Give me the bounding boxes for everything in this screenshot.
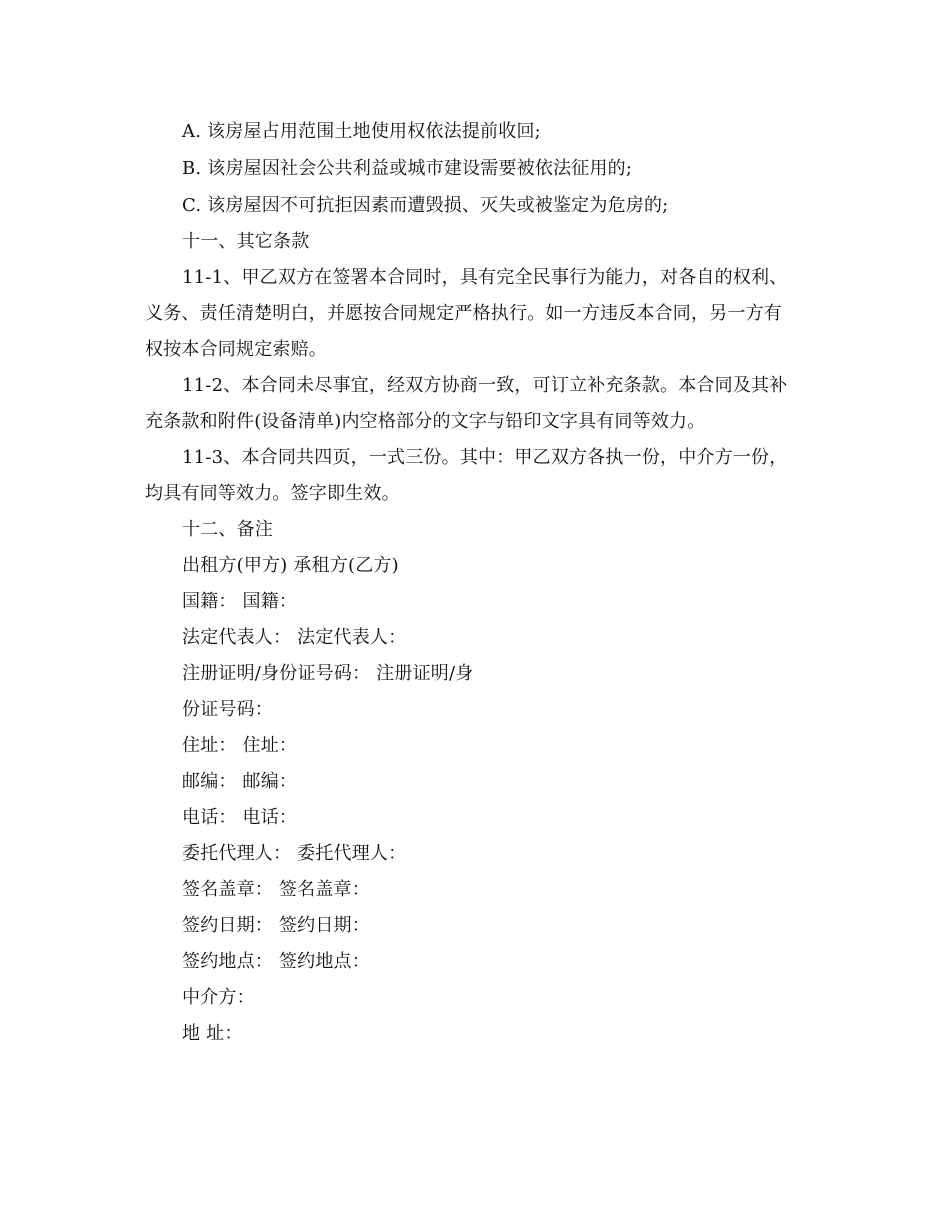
clause-11-3-line-1: 11-3、本合同共四页，一式三份。其中：甲乙双方各执一份，中介方一份， xyxy=(182,447,788,468)
section-11-title: 十一、其它条款 xyxy=(182,231,310,252)
id-number-line-2: 份证号码： xyxy=(182,699,273,720)
address-line: 住址： 住址： xyxy=(182,735,298,756)
clause-c: C. 该房屋因不可抗拒因素而遭毁损、灭失或被鉴定为危房的; xyxy=(182,195,669,216)
agent-line: 委托代理人： 委托代理人： xyxy=(182,843,407,864)
date-line: 签约日期： 签约日期： xyxy=(182,915,370,936)
clause-11-2-line-2: 充条款和附件(设备清单)内空格部分的文字与铅印文字具有同等效力。 xyxy=(145,411,706,432)
nationality-line: 国籍： 国籍： xyxy=(182,591,298,612)
clause-b: B. 该房屋因社会公共利益或城市建设需要被依法征用的; xyxy=(182,158,633,179)
clause-11-1-line-3: 权按本合同规定索赔。 xyxy=(145,339,327,360)
seal-line: 签名盖章： 签名盖章： xyxy=(182,879,370,900)
intermediary-address-line: 地 址： xyxy=(182,1023,243,1044)
phone-line: 电话： 电话： xyxy=(182,807,298,828)
id-number-line-1: 注册证明/身份证号码： 注册证明/身 xyxy=(182,663,474,684)
clause-11-3-line-2: 均具有同等效力。签字即生效。 xyxy=(145,483,400,504)
clause-11-1-line-2: 义务、责任清楚明白，并愿按合同规定严格执行。如一方违反本合同，另一方有 xyxy=(145,303,782,324)
parties-line: 出租方(甲方) 承租方(乙方) xyxy=(182,555,399,576)
clause-a: A. 该房屋占用范围土地使用权依法提前收回; xyxy=(182,121,541,142)
clause-11-2-line-1: 11-2、本合同未尽事宜，经双方协商一致，可订立补充条款。本合同及其补 xyxy=(182,375,788,396)
intermediary-line: 中介方： xyxy=(182,987,255,1008)
postcode-line: 邮编： 邮编： xyxy=(182,771,298,792)
clause-11-1-line-1: 11-1、甲乙双方在签署本合同时，具有完全民事行为能力，对各自的权利、 xyxy=(182,267,788,288)
place-line: 签约地点： 签约地点： xyxy=(182,951,370,972)
legal-rep-line: 法定代表人： 法定代表人： xyxy=(182,627,407,648)
section-12-title: 十二、备注 xyxy=(182,519,273,540)
